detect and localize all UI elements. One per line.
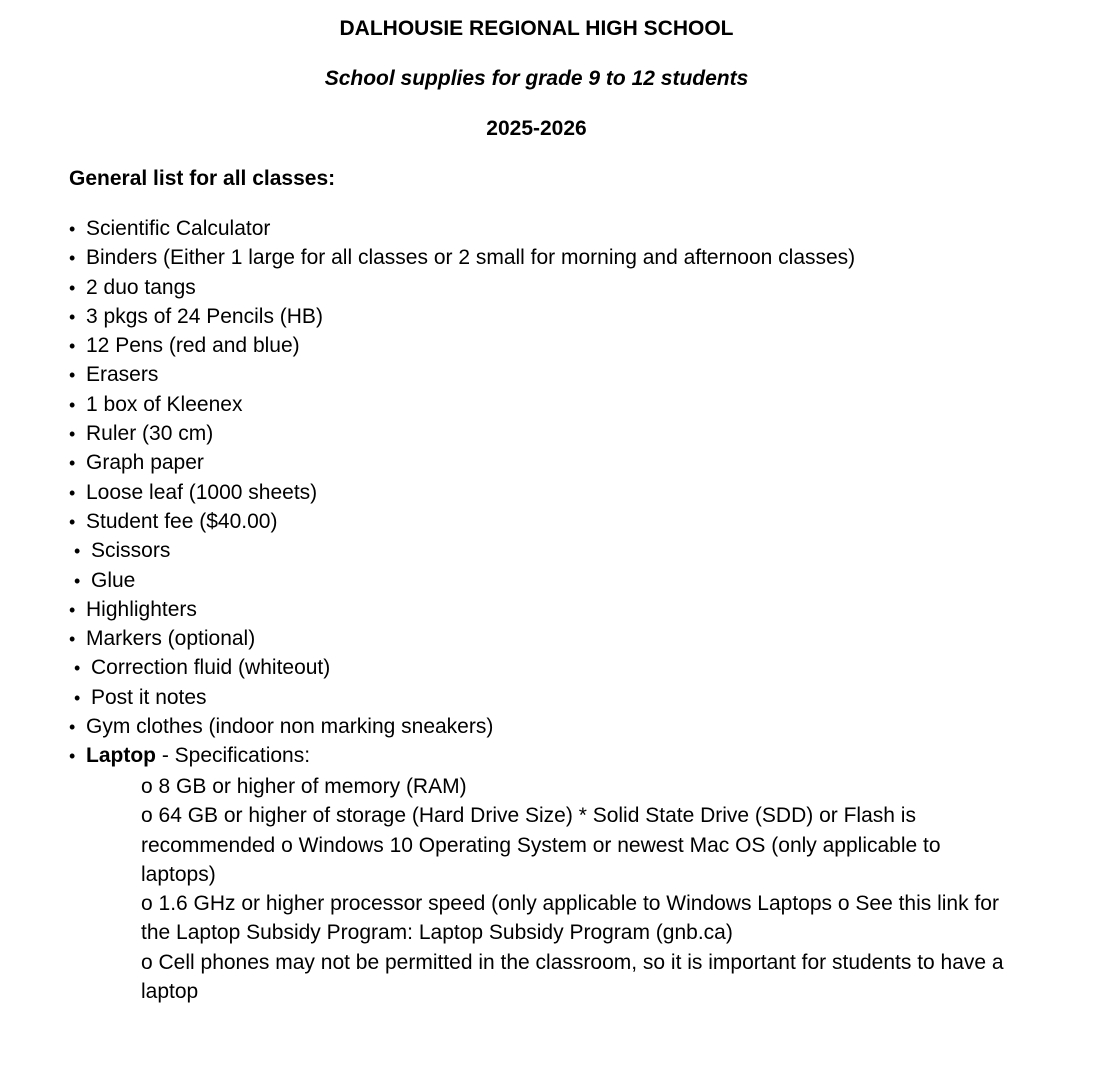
laptop-spec-intro: - Specifications:	[155, 744, 311, 768]
list-item	[69, 419, 855, 448]
list-item	[69, 507, 855, 536]
list-item	[69, 390, 855, 419]
bullet-icon: •	[74, 541, 81, 562]
supply-list	[69, 214, 855, 771]
list-item	[69, 273, 855, 302]
list-item-text: Glue	[91, 568, 136, 592]
general-list-heading: General list for all classes:	[69, 167, 336, 190]
list-item	[69, 624, 855, 653]
laptop-specs-list	[141, 772, 1021, 1006]
list-item	[69, 243, 855, 272]
laptop-spec: o 8 GB or higher of memory (RAM)	[141, 775, 467, 798]
bullet-icon: •	[69, 219, 76, 239]
bullet-icon: •	[69, 453, 76, 474]
bullet-icon: •	[69, 629, 76, 650]
list-item	[69, 448, 855, 477]
list-item-text: Post it notes	[91, 685, 207, 709]
bullet-icon: •	[74, 658, 81, 679]
list-item-text: Student fee ($40.00)	[86, 509, 278, 533]
list-item-text: Ruler (30 cm)	[86, 422, 214, 446]
bullet-icon: •	[69, 248, 76, 269]
bullet-icon: •	[69, 424, 76, 445]
bullet-icon: •	[74, 687, 81, 708]
list-item	[69, 331, 855, 360]
bullet-icon: •	[69, 306, 76, 327]
list-item-text: Scientific Calculator	[86, 217, 271, 240]
bullet-icon: •	[69, 336, 76, 357]
list-item-text: 12 Pens (red and blue)	[86, 334, 300, 358]
list-item-text: Loose leaf (1000 sheets)	[86, 480, 318, 504]
list-item	[69, 683, 855, 712]
list-item-text: Highlighters	[86, 597, 197, 621]
laptop-label: Laptop	[86, 744, 156, 768]
laptop-spec: o Cell phones may not be permitted in the classroom, so it is important for students to have a laptop	[141, 950, 1004, 1004]
bullet-icon: •	[69, 482, 76, 503]
list-item-text: 1 box of Kleenex	[86, 392, 243, 416]
list-item-text: Markers (optional)	[86, 627, 256, 651]
list-item-text: 2 duo tangs	[86, 275, 196, 299]
list-item-text: Erasers	[86, 363, 159, 387]
list-item	[69, 214, 855, 243]
list-item	[69, 653, 855, 682]
document-subtitle: School supplies for grade 9 to 12 students	[324, 67, 749, 90]
bullet-icon: •	[74, 570, 81, 591]
bullet-icon: •	[69, 277, 76, 298]
list-item-text: 3 pkgs of 24 Pencils (HB)	[86, 304, 323, 328]
school-year: 2025-2026	[486, 117, 587, 140]
bullet-icon: •	[69, 394, 76, 415]
list-item-text: Gym clothes (indoor non marking sneakers)	[86, 715, 494, 739]
laptop-item	[69, 741, 855, 770]
list-item	[69, 360, 855, 389]
laptop-spec: o 1.6 GHz or higher processor speed (only applicable to Windows Laptops o See this link for the Laptop Subsidy Program: Laptop Subsidy Program (gnb.ca)	[141, 892, 999, 945]
list-item-text: Scissors	[91, 539, 171, 563]
laptop-spec: o 64 GB or higher of storage (Hard Drive Size) * Solid State Drive (SDD) or Flash is recommended o Windows 10 Operating System or newest Mac OS (only applicable to laptops)	[141, 804, 941, 886]
list-item-text: Graph paper	[86, 451, 204, 475]
list-item	[69, 712, 855, 741]
list-item-text: Binders (Either 1 large for all classes or 2 small for morning and afternoon classes)	[86, 246, 856, 270]
bullet-icon: •	[69, 511, 76, 532]
school-name: DALHOUSIE REGIONAL HIGH SCHOOL	[339, 17, 734, 40]
list-item	[69, 302, 855, 331]
bullet-icon: •	[69, 365, 76, 386]
bullet-icon: •	[69, 746, 76, 767]
list-item	[69, 478, 855, 507]
list-item	[69, 536, 855, 565]
list-item	[69, 566, 855, 595]
bullet-icon: •	[69, 599, 76, 620]
bullet-icon: •	[69, 717, 76, 738]
list-item-text: Correction fluid (whiteout)	[91, 656, 331, 680]
list-item	[69, 595, 855, 624]
